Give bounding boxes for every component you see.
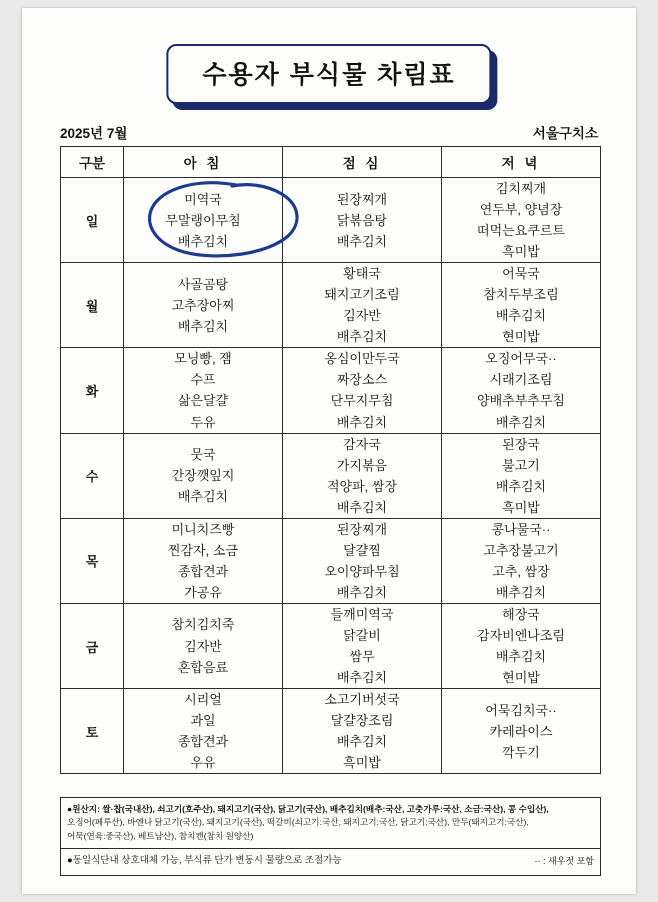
day-cell: 월 (61, 263, 124, 348)
menu-item: 흑미밥 (502, 244, 540, 260)
menu-item: 적양파, 쌈장 (326, 478, 397, 494)
table-row (61, 178, 601, 263)
menu-item: 닭갈비 (343, 627, 381, 643)
day-cell: 수 (61, 433, 124, 518)
table-row (61, 603, 601, 688)
breakfast-cell (124, 433, 283, 518)
menu-item: 가지볶음 (336, 457, 388, 473)
menu-item: 모닝빵, 잼 (174, 351, 232, 367)
menu-item: 종합견과 (177, 734, 229, 750)
menu-item: 배추김치 (495, 308, 547, 324)
menu-table (60, 146, 601, 774)
table-row (61, 689, 601, 774)
menu-item: 감자국 (343, 436, 381, 452)
lunch-cell (283, 518, 442, 603)
menu-item: 미역국 (184, 191, 222, 207)
menu-item: 고추, 쌈장 (492, 563, 550, 579)
day-cell: 화 (61, 348, 124, 433)
menu-item: 배추김치 (177, 233, 229, 249)
day-cell: 일 (61, 178, 124, 263)
menu-item: 참치두부조림 (483, 287, 559, 303)
substitution-note: ●동일식단내 상호대체 가능, 부식류 단가 변동시 물량으로 조절가능 (67, 854, 342, 866)
menu-item: 현미밥 (502, 670, 540, 686)
menu-item: 돼지고기조림 (324, 287, 400, 303)
dinner-cell (442, 603, 601, 688)
lunch-cell (283, 603, 442, 688)
menu-item: 시래기조림 (489, 372, 553, 388)
menu-item: 들깨미역국 (330, 606, 394, 622)
menu-item: 콩나물국·· (491, 521, 551, 537)
document-sheet (22, 8, 636, 894)
menu-item: 감자비엔나조림 (477, 627, 565, 643)
menu-item: 배추김치 (177, 318, 229, 334)
header-dinner: 저 녁 (442, 147, 601, 178)
menu-item: 쌈무 (349, 649, 375, 665)
page-title: 수용자 부식물 차림표 (166, 44, 491, 104)
menu-item: 된장국 (502, 436, 540, 452)
lunch-cell (283, 433, 442, 518)
lunch-cell (283, 263, 442, 348)
breakfast-cell (124, 263, 283, 348)
breakfast-cell (124, 689, 283, 774)
header-breakfast: 아 침 (124, 147, 283, 178)
dinner-cell (442, 263, 601, 348)
menu-item: 과일 (190, 713, 216, 729)
menu-item: 고추장아찌 (171, 297, 235, 313)
menu-item: 어묵국 (502, 266, 540, 282)
menu-item: 해장국 (502, 606, 540, 622)
lunch-cell (283, 348, 442, 433)
notes-divider (61, 848, 600, 849)
menu-item: 배추김치 (336, 329, 388, 345)
meta-row (60, 122, 598, 142)
menu-item: 김자반 (184, 638, 222, 654)
menu-item: 배추김치 (336, 584, 388, 600)
menu-item: 무말랭이무침 (165, 212, 241, 228)
menu-item: 배추김치 (495, 584, 547, 600)
menu-item: 사골곰탕 (177, 276, 229, 292)
menu-item: 단무지무침 (330, 393, 394, 409)
menu-item: 된장찌개 (336, 521, 388, 537)
menu-item: 배추김치 (336, 670, 388, 686)
date-label: 2025년 7월 (60, 126, 128, 141)
menu-item: 두유 (190, 414, 216, 430)
breakfast-cell (124, 348, 283, 433)
shrimp-note: ·· : 새우젓 포함 (534, 855, 594, 866)
menu-item: 닭볶음탕 (336, 212, 388, 228)
menu-item: 황태국 (343, 266, 381, 282)
facility-label: 서울구치소 (532, 126, 598, 141)
menu-item: 양배추부추무침 (477, 393, 565, 409)
breakfast-cell (124, 178, 283, 263)
menu-item: 배추김치 (495, 414, 547, 430)
breakfast-cell (124, 603, 283, 688)
menu-item: 달걀장조림 (330, 713, 394, 729)
menu-item: 달걀찜 (343, 542, 381, 558)
menu-item: 배추김치 (336, 734, 388, 750)
dinner-cell (442, 433, 601, 518)
menu-item: 우유 (190, 755, 216, 771)
menu-item: 불고기 (502, 457, 540, 473)
menu-item: 가공유 (184, 584, 222, 600)
breakfast-cell (124, 518, 283, 603)
menu-item: 간장깻잎지 (171, 468, 235, 484)
day-cell: 금 (61, 603, 124, 688)
header-gubun: 구분 (61, 147, 124, 178)
table-row (61, 263, 601, 348)
menu-item: 어묵김치국·· (485, 702, 557, 718)
origin-line-2: 오징어(페루산), 바엔나 닭고기(국산), 돼지고기(국산), 떡갈비(쇠고기:국산, 돼지고기:국산, 닭고기:국산), 만두(돼지고기:국산), (67, 817, 529, 828)
menu-item: 떠먹는요쿠르트 (477, 223, 565, 239)
menu-item: 수프 (190, 372, 216, 388)
menu-item: 고추장불고기 (483, 542, 559, 558)
menu-item: 참치김치죽 (171, 617, 235, 633)
day-cell: 목 (61, 518, 124, 603)
menu-item: 혼합음료 (177, 659, 229, 675)
menu-item: 흑미밥 (502, 499, 540, 515)
dinner-cell (442, 518, 601, 603)
header-lunch: 점 심 (283, 147, 442, 178)
menu-item: 미니치즈빵 (171, 521, 235, 537)
menu-item: 깍두기 (502, 744, 540, 760)
menu-item: 배추김치 (177, 489, 229, 505)
menu-item: 종합견과 (177, 563, 229, 579)
menu-item: 배추김치 (495, 649, 547, 665)
menu-item: 배추김치 (336, 414, 388, 430)
menu-item: 옹심이만두국 (324, 351, 400, 367)
menu-item: 연두부, 양념장 (479, 202, 563, 218)
menu-item: 김치찌개 (495, 181, 547, 196)
menu-item: 오이양파무침 (324, 563, 400, 579)
menu-item: 카레라이스 (489, 723, 553, 739)
lunch-cell (283, 178, 442, 263)
menu-item: 현미밥 (502, 329, 540, 345)
menu-item: 삶은달걀 (177, 393, 229, 409)
title-banner (166, 44, 491, 104)
dinner-cell (442, 689, 601, 774)
menu-item: 배추김치 (336, 233, 388, 249)
menu-item: 된장찌개 (336, 191, 388, 207)
dinner-cell (442, 178, 601, 263)
origin-line-3: 어묵(연육:중국산), 베트남산), 참치캔(참치 원양산) (67, 830, 254, 841)
menu-item: 배추김치 (336, 499, 388, 515)
table-header-row (61, 147, 601, 178)
footer-notes (60, 797, 601, 876)
menu-item: 배추김치 (495, 478, 547, 494)
lunch-cell (283, 689, 442, 774)
menu-item: 뭇국 (190, 447, 216, 463)
menu-item: 짜장소스 (336, 372, 388, 388)
menu-item: 시리얼 (184, 692, 222, 708)
day-cell: 토 (61, 689, 124, 774)
notes-bottom-row (67, 854, 594, 869)
menu-item: 찐감자, 소금 (167, 542, 238, 558)
menu-item: 흑미밥 (343, 755, 381, 771)
menu-item: 김자반 (343, 308, 381, 324)
origin-line-1: ●원산지: 쌀·찹(국내산), 쇠고기(호주산), 돼지고기(국산), 닭고기(국산), 배추김치(배추:국산, 고춧가루:국산, 소금:국산), 콩 수입산), (67, 804, 549, 814)
menu-table-body (61, 178, 601, 774)
menu-item: 소고기버섯국 (324, 692, 400, 708)
dinner-cell (442, 348, 601, 433)
table-row (61, 348, 601, 433)
table-row (61, 518, 601, 603)
table-row (61, 433, 601, 518)
menu-item: 오징어무국·· (485, 351, 557, 367)
